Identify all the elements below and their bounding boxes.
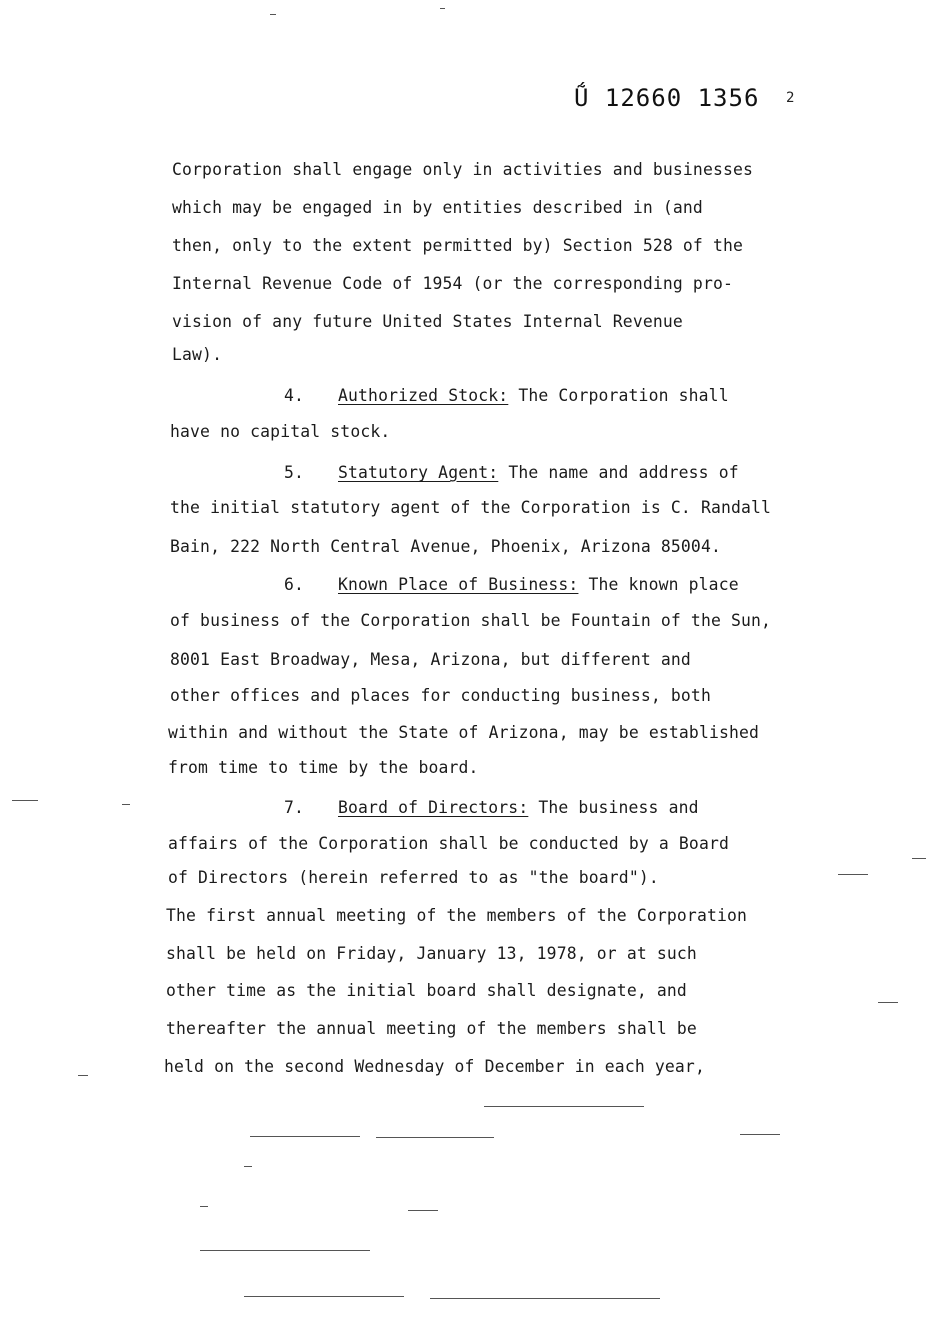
body-line: Bain, 222 North Central Avenue, Phoenix, Arizona 85004. xyxy=(170,537,721,556)
section-text: The known place xyxy=(578,575,739,594)
body-line: held on the second Wednesday of December in each year, xyxy=(164,1057,705,1076)
body-line: the initial statutory agent of the Corporation is C. Randall xyxy=(170,498,772,517)
scan-speck xyxy=(244,1166,252,1167)
section-number: 4. xyxy=(284,386,305,405)
body-line: 8001 East Broadway, Mesa, Arizona, but different and xyxy=(170,650,691,669)
scan-speck xyxy=(122,804,130,805)
section-text: The Corporation shall xyxy=(508,386,729,405)
body-line: of Directors (herein referred to as "the board"). xyxy=(168,868,659,887)
body-line: Internal Revenue Code of 1954 (or the corresponding pro- xyxy=(172,274,734,293)
scan-speck xyxy=(270,14,276,15)
section-heading: Known Place of Business: xyxy=(338,575,579,594)
scan-speck xyxy=(484,1106,644,1107)
scan-speck xyxy=(200,1250,370,1251)
body-line: other time as the initial board shall designate, and xyxy=(166,981,687,1000)
section-6-first-line xyxy=(284,575,739,594)
body-line: other offices and places for conducting business, both xyxy=(170,686,711,705)
body-line: then, only to the extent permitted by) Section 528 of the xyxy=(172,236,744,255)
page-number: 2 xyxy=(786,90,795,106)
section-text: The business and xyxy=(528,798,699,817)
scan-speck xyxy=(78,1075,88,1076)
body-line: within and without the State of Arizona, may be established xyxy=(168,723,760,742)
document-stamp-number: Ṹ 12660 1356 xyxy=(574,84,760,112)
scan-speck xyxy=(838,874,868,875)
body-line: have no capital stock. xyxy=(170,422,391,441)
scan-speck xyxy=(12,800,38,801)
body-line: Corporation shall engage only in activities and businesses xyxy=(172,160,754,179)
body-line: Law). xyxy=(172,345,223,364)
scan-speck xyxy=(200,1206,208,1207)
scan-speck xyxy=(878,1002,898,1003)
section-heading: Authorized Stock: xyxy=(338,386,509,405)
section-text: The name and address of xyxy=(498,463,739,482)
scan-speck xyxy=(250,1136,360,1137)
section-4-first-line xyxy=(284,386,729,405)
body-line: of business of the Corporation shall be Fountain of the Sun, xyxy=(170,611,772,630)
section-heading: Board of Directors: xyxy=(338,798,529,817)
body-line: which may be engaged in by entities described in (and xyxy=(172,198,703,217)
section-number: 6. xyxy=(284,575,305,594)
body-line: from time to time by the board. xyxy=(168,758,479,777)
scan-speck xyxy=(912,858,926,859)
section-5-first-line xyxy=(284,463,739,482)
body-line: shall be held on Friday, January 13, 1978, or at such xyxy=(166,944,697,963)
body-line: affairs of the Corporation shall be conducted by a Board xyxy=(168,834,730,853)
scan-speck xyxy=(376,1137,494,1138)
scan-speck xyxy=(408,1210,438,1211)
scan-speck xyxy=(244,1296,404,1297)
scan-speck xyxy=(740,1134,780,1135)
body-line: thereafter the annual meeting of the members shall be xyxy=(166,1019,697,1038)
scan-speck xyxy=(440,8,445,9)
body-line: vision of any future United States Internal Revenue xyxy=(172,312,683,331)
section-number: 7. xyxy=(284,798,305,817)
section-7-first-line xyxy=(284,798,699,817)
scan-speck xyxy=(430,1298,660,1299)
section-number: 5. xyxy=(284,463,305,482)
body-line: The first annual meeting of the members of the Corporation xyxy=(166,906,748,925)
section-heading: Statutory Agent: xyxy=(338,463,499,482)
